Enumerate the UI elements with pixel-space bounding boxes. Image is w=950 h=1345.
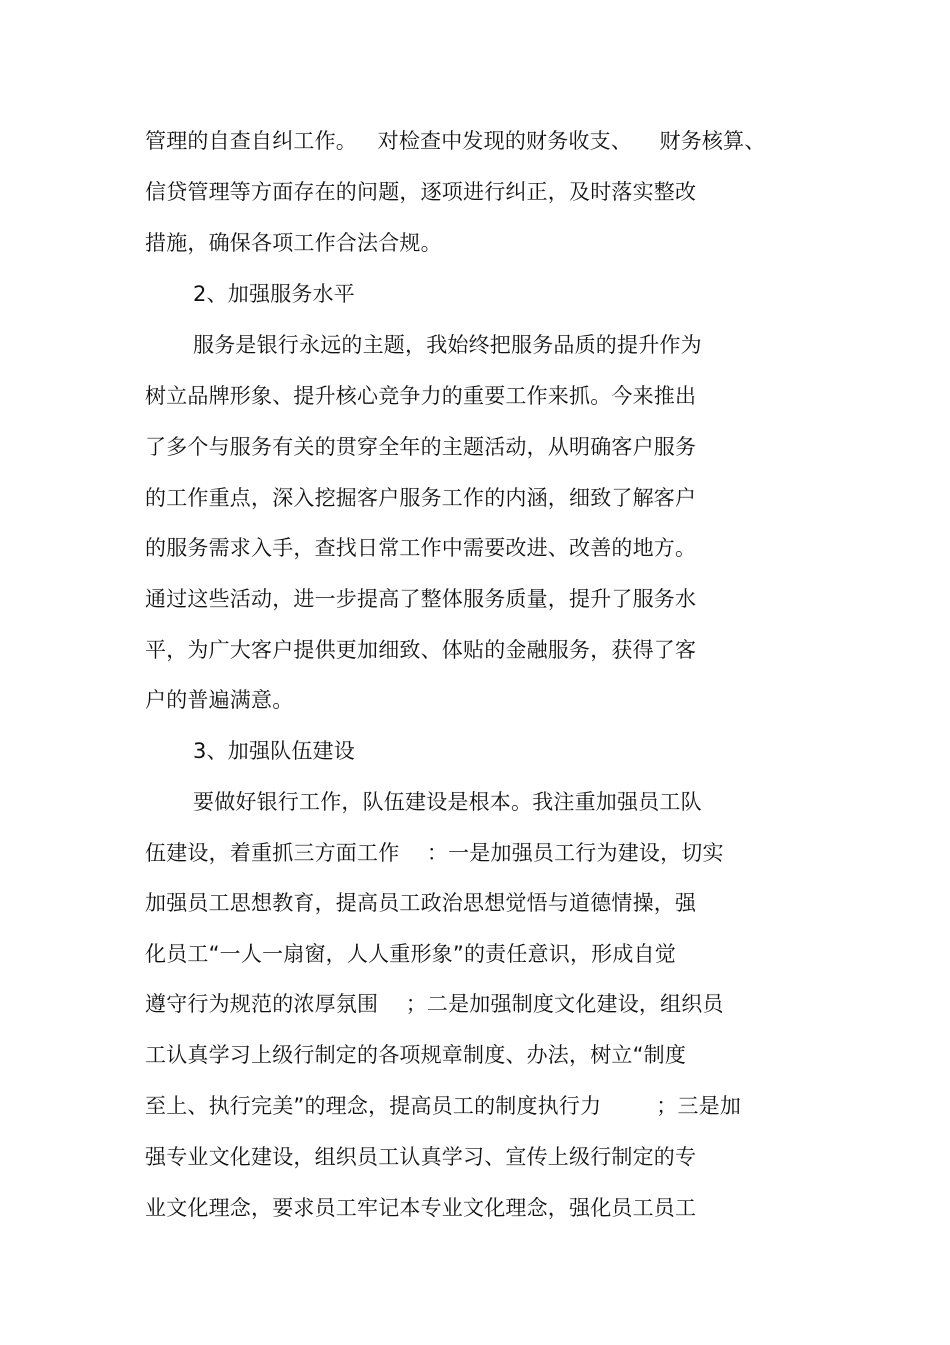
body-text-line: 管理的自查自纠工作。 对检查中发现的财务收支、 财务核算、	[145, 129, 766, 153]
body-text-line: 化员工“一人一扇窗，人人重形象”的责任意识，形成自觉	[145, 942, 676, 966]
body-text-line: 通过这些活动，进一步提高了整体服务质量，提升了服务水	[145, 587, 697, 611]
body-text-line: 加强员工思想教育，提高员工政治思想觉悟与道德情操，强	[145, 891, 697, 915]
body-text-line: 业文化理念，要求员工牢记本专业文化理念，强化员工员工	[145, 1196, 697, 1220]
section-heading: 3、加强队伍建设	[193, 739, 355, 763]
body-text-line: 户的普遍满意。	[145, 688, 294, 712]
body-text-line: 强专业文化建设，组织员工认真学习、宣传上级行制定的专	[145, 1145, 697, 1169]
body-text-line: 措施，确保各项工作合法合规。	[145, 231, 442, 255]
body-text-line: 的服务需求入手，查找日常工作中需要改进、改善的地方。	[145, 536, 697, 560]
body-text-line: 服务是银行永远的主题，我始终把服务品质的提升作为	[193, 333, 702, 357]
body-text-line: 树立品牌形象、提升核心竞争力的重要工作来抓。今来推出	[145, 384, 697, 408]
section-heading: 2、加强服务水平	[193, 282, 355, 306]
body-text-line: 遵守行为规范的浓厚氛围 ；二是加强制度文化建设，组织员	[145, 992, 724, 1016]
body-text-line: 要做好银行工作，队伍建设是根本。我注重加强员工队	[193, 790, 702, 814]
body-text-line: 伍建设，着重抓三方面工作 ：一是加强员工行为建设，切实	[145, 841, 724, 865]
body-text-line: 了多个与服务有关的贯穿全年的主题活动，从明确客户服务	[145, 435, 697, 459]
body-text-line: 工认真学习上级行制定的各项规章制度、办法，树立“制度	[145, 1043, 687, 1067]
body-text-line: 至上、执行完美”的理念，提高员工的制度执行力 ；三是加	[145, 1094, 742, 1118]
body-text-line: 平，为广大客户提供更加细致、体贴的金融服务，获得了客	[145, 638, 697, 662]
body-text-line: 的工作重点，深入挖掘客户服务工作的内涵，细致了解客户	[145, 486, 697, 510]
body-text-line: 信贷管理等方面存在的问题，逐项进行纠正，及时落实整改	[145, 180, 697, 204]
